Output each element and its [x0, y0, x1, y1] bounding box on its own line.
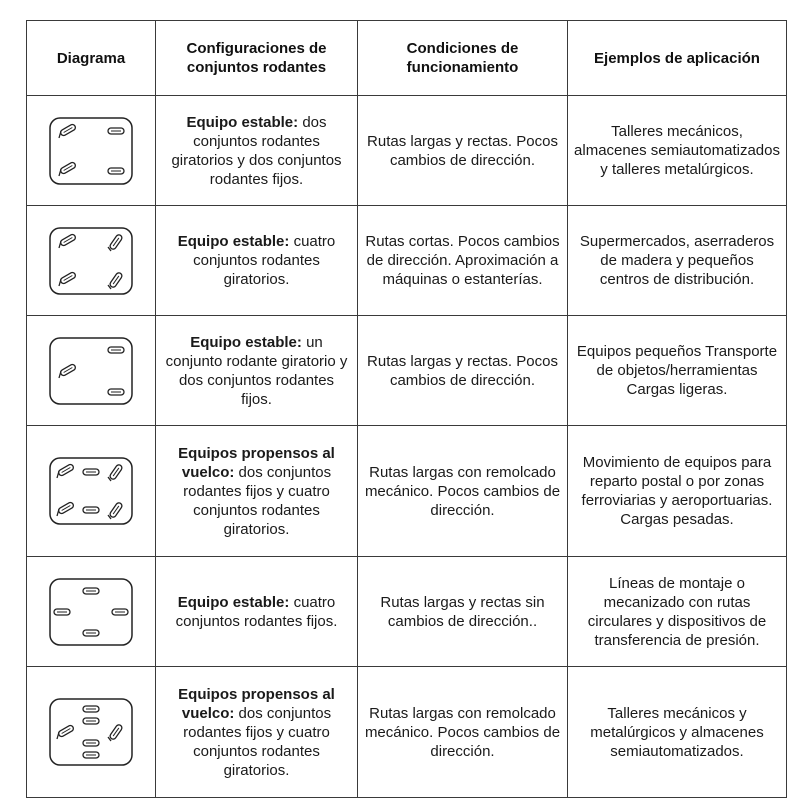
table-row	[27, 426, 787, 557]
config-cell	[156, 667, 358, 798]
caster-diagram-icon	[46, 695, 136, 769]
config-text: dos conjuntos rodantes giratorios y dos conjuntos rodantes fijos.	[171, 113, 342, 188]
table-row	[27, 206, 787, 316]
caster-diagram-icon	[46, 224, 136, 298]
conditions-cell: Rutas largas con remolcado mecánico. Pocos cambios de dirección.	[358, 426, 568, 557]
table-row	[27, 316, 787, 426]
table-row	[27, 667, 787, 798]
config-cell	[156, 426, 358, 557]
header-examples: Ejemplos de aplicación	[568, 21, 787, 96]
config-label: Equipos propensos al vuelco:	[178, 444, 335, 481]
diagram-cell	[27, 96, 156, 206]
config-text: un conjunto rodante giratorio y dos conjuntos rodantes fijos.	[165, 333, 348, 408]
header-conditions: Condiciones de funcionamiento	[358, 21, 568, 96]
caster-diagram-icon	[46, 575, 136, 649]
conditions-cell: Rutas largas con remolcado mecánico. Pocos cambios de dirección.	[358, 667, 568, 798]
config-text: cuatro conjuntos rodantes fijos.	[175, 593, 338, 630]
diagram-cell	[27, 316, 156, 426]
diagram-cell	[27, 426, 156, 557]
examples-cell: Líneas de montaje o mecanizado con rutas circulares y dispositivos de transferencia de presión.	[568, 557, 787, 667]
caster-diagram-icon	[46, 334, 136, 408]
table-row	[27, 96, 787, 206]
conditions-cell: Rutas largas y rectas. Pocos cambios de dirección.	[358, 316, 568, 426]
caster-diagram-icon	[46, 114, 136, 188]
config-text: dos conjuntos rodantes fijos y cuatro conjuntos rodantes giratorios.	[183, 463, 332, 538]
config-label: Equipo estable:	[190, 333, 302, 351]
config-cell	[156, 96, 358, 206]
examples-cell: Talleres mecánicos, almacenes semiautomatizados y talleres metalúrgicos.	[568, 96, 787, 206]
config-label: Equipos propensos al vuelco:	[178, 685, 335, 722]
diagram-cell	[27, 667, 156, 798]
config-label: Equipo estable:	[177, 233, 290, 250]
config-cell	[156, 206, 358, 316]
caster-diagram-icon	[46, 454, 136, 528]
config-label: Equipo estable:	[186, 113, 299, 131]
examples-cell: Talleres mecánicos y metalúrgicos y almacenes semiautomatizados.	[568, 667, 787, 798]
examples-cell: Supermercados, aserraderos de madera y pequeños centros de distribución.	[568, 206, 787, 316]
config-cell	[156, 557, 358, 667]
conditions-cell: Rutas largas y rectas sin cambios de dirección..	[358, 557, 568, 667]
config-label: Equipo estable:	[177, 593, 290, 611]
conditions-cell: Rutas cortas. Pocos cambios de dirección. Aproximación a máquinas o estanterías.	[358, 206, 568, 316]
conditions-cell: Rutas largas y rectas. Pocos cambios de dirección.	[358, 96, 568, 206]
caster-configuration-table	[26, 20, 787, 798]
config-text: dos conjuntos rodantes fijos y cuatro conjuntos rodantes giratorios.	[183, 704, 332, 779]
examples-cell: Equipos pequeños Transporte de objetos/herramientas Cargas ligeras.	[568, 316, 787, 426]
table-row	[27, 557, 787, 667]
examples-cell: Movimiento de equipos para reparto postal o por zonas ferroviarias y aeroportuarias. Cargas pesadas.	[568, 426, 787, 557]
header-row	[27, 21, 787, 96]
diagram-cell	[27, 557, 156, 667]
header-diagram: Diagrama	[27, 21, 156, 96]
header-config: Configuraciones de conjuntos rodantes	[156, 21, 358, 96]
config-cell	[156, 316, 358, 426]
diagram-cell	[27, 206, 156, 316]
config-text: cuatro conjuntos rodantes giratorios.	[193, 233, 336, 288]
